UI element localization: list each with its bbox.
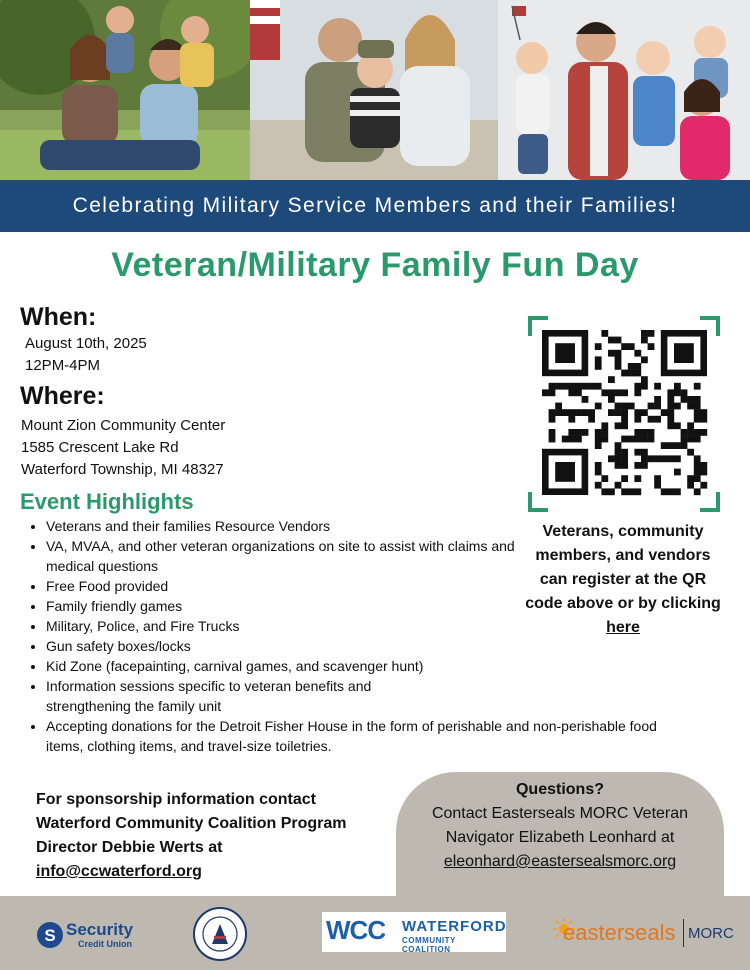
event-date: August 10th, 2025 (25, 335, 147, 352)
list-item: • Free Food provided (46, 576, 526, 596)
wcc-name: WATERFORD (402, 918, 507, 935)
event-title: Veteran/Military Family Fun Day (111, 246, 639, 284)
list-item: • Family friendly games (46, 596, 526, 616)
qr-instructions (520, 520, 726, 640)
logo-divider (683, 919, 684, 947)
when-label: When: (20, 303, 97, 331)
easterseals-name: easterseals (563, 920, 676, 945)
sponsorship-email-link[interactable]: info@ccwaterford.org (36, 863, 202, 880)
venue-name: Mount Zion Community Center (21, 417, 226, 434)
qr-pattern (542, 330, 707, 495)
security-sub: Credit Union (78, 939, 132, 949)
list-item: • Kid Zone (facepainting, carnival games, and scavenger hunt) (46, 656, 726, 676)
sponsor-logos-footer (0, 896, 750, 970)
photo-strip (0, 0, 750, 180)
where-details (21, 415, 225, 481)
banner-text: Celebrating Military Service Members and their Families! (72, 194, 678, 217)
register-link[interactable]: here (606, 619, 640, 636)
header-banner (0, 180, 750, 232)
questions-heading: Questions? (515, 781, 604, 798)
list-item: • VA, MVAA, and other veteran organizations on site to assist with claims and medical questions (46, 536, 526, 576)
sponsorship-text: For sponsorship information contact Waterford Community Coalition Program Director Debbie Werts at (36, 791, 347, 856)
qr-code[interactable] (524, 314, 724, 514)
list-item: • Information sessions specific to veteran benefits and strengthening the family unit (46, 676, 446, 716)
list-item: • Veterans and their families Resource Vendors (46, 516, 526, 536)
sponsorship-info (36, 788, 386, 884)
venue-street: 1585 Crescent Lake Rd (21, 439, 179, 456)
security-name: Security (66, 920, 134, 939)
questions-email-link[interactable]: eleonhard@eastersealsmorc.org (443, 853, 677, 870)
family-photo-flag (498, 0, 750, 180)
list-item: • Gun safety boxes/locks (46, 636, 526, 656)
where-label: Where: (20, 382, 105, 410)
morc-name: MORC (688, 925, 734, 942)
qr-text: Veterans, community members, and vendors can register at the QR code above or by clicking (525, 523, 721, 612)
wcc-mark: WCC (326, 915, 386, 945)
questions-text: Contact Easterseals MORC Veteran Navigator Elizabeth Leonhard at (431, 805, 689, 846)
wcc-sub: COMMUNITY COALITION (402, 936, 456, 954)
family-photo-military (250, 0, 498, 180)
easterseals-morc-logo (553, 914, 743, 954)
security-s-icon (36, 921, 64, 949)
highlights-title: Event Highlights (20, 489, 194, 514)
list-item: • Military, Police, and Fire Trucks (46, 616, 526, 636)
list-item: • Accepting donations for the Detroit Fisher House in the form of perishable and non-perishable food items, clothing items, and travel-size toiletries. (46, 716, 686, 756)
when-details (25, 333, 147, 377)
venue-city: Waterford Township, MI 48327 (21, 461, 224, 478)
michigan-veterans-seal (192, 906, 248, 962)
security-credit-union-logo (36, 920, 146, 950)
family-photo-park (0, 0, 250, 180)
event-time: 12PM-4PM (25, 357, 101, 374)
questions-box (396, 772, 724, 912)
wcc-logo (322, 912, 506, 952)
svg-text:S: S (44, 926, 56, 945)
